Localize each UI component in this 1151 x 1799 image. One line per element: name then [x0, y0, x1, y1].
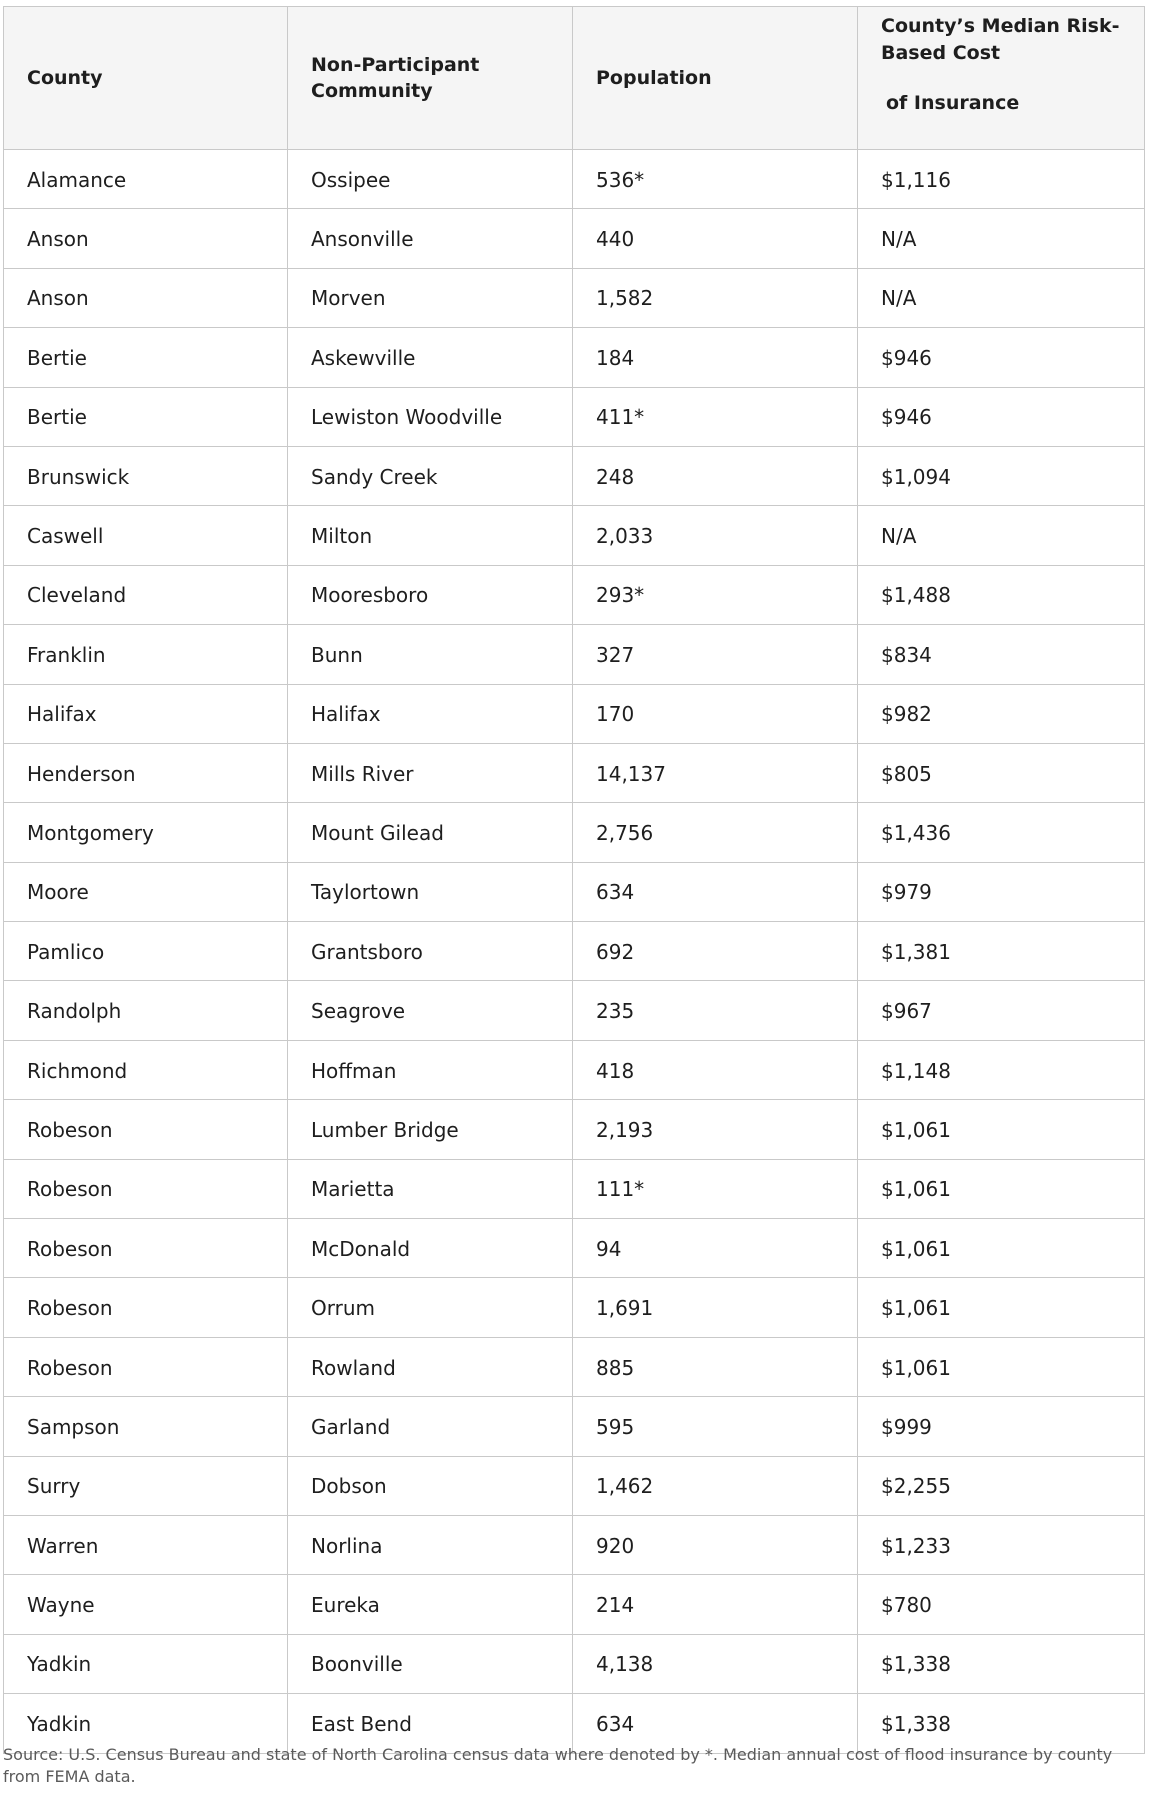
population-cell: 184 [573, 328, 858, 387]
cost-cell: $1,148 [858, 1040, 1145, 1099]
community-cell: Sandy Creek [288, 446, 573, 505]
table-row [4, 565, 1145, 624]
community-cell: Rowland [288, 1337, 573, 1396]
cost-cell: $2,255 [858, 1456, 1145, 1515]
population-cell: 692 [573, 922, 858, 981]
table-row [4, 981, 1145, 1040]
population-cell: 920 [573, 1515, 858, 1574]
county-cell: Bertie [4, 328, 288, 387]
population-cell: 327 [573, 625, 858, 684]
cost-cell: $834 [858, 625, 1145, 684]
table-row [4, 150, 1145, 209]
community-cell: Boonville [288, 1634, 573, 1693]
header-cost-line2: of Insurance [886, 92, 1020, 114]
population-cell: 14,137 [573, 743, 858, 802]
community-cell: Dobson [288, 1456, 573, 1515]
county-cell: Yadkin [4, 1634, 288, 1693]
population-cell: 1,462 [573, 1456, 858, 1515]
county-cell: Bertie [4, 387, 288, 446]
population-cell: 2,033 [573, 506, 858, 565]
table-row [4, 1337, 1145, 1396]
population-cell: 248 [573, 446, 858, 505]
county-cell: Randolph [4, 981, 288, 1040]
county-cell: Robeson [4, 1100, 288, 1159]
table-row [4, 803, 1145, 862]
cost-cell: $982 [858, 684, 1145, 743]
county-cell: Cleveland [4, 565, 288, 624]
header-cost [858, 7, 1145, 150]
population-cell: 1,582 [573, 268, 858, 327]
population-cell: 214 [573, 1575, 858, 1634]
cost-cell: $1,488 [858, 565, 1145, 624]
table-row [4, 1219, 1145, 1278]
population-cell: 536* [573, 150, 858, 209]
population-cell: 4,138 [573, 1634, 858, 1693]
cost-cell: $946 [858, 387, 1145, 446]
table-row [4, 1456, 1145, 1515]
population-cell: 293* [573, 565, 858, 624]
population-cell: 418 [573, 1040, 858, 1099]
county-cell: Sampson [4, 1397, 288, 1456]
source-note: Source: U.S. Census Bureau and state of North Carolina census data where denoted by *. Median annual cost of flood insurance by county from FEMA data. [3, 1745, 1113, 1786]
county-cell: Franklin [4, 625, 288, 684]
cost-cell: $1,116 [858, 150, 1145, 209]
population-cell: 2,756 [573, 803, 858, 862]
header-community: Non-Participant Community [288, 7, 573, 150]
population-cell: 2,193 [573, 1100, 858, 1159]
cost-cell: $999 [858, 1397, 1145, 1456]
community-cell: Ossipee [288, 150, 573, 209]
table-row [4, 1278, 1145, 1337]
table-row [4, 625, 1145, 684]
header-county: County [4, 7, 288, 150]
cost-cell: N/A [858, 209, 1145, 268]
community-cell: Marietta [288, 1159, 573, 1218]
community-cell: East Bend [288, 1694, 573, 1753]
table-row [4, 684, 1145, 743]
county-cell: Robeson [4, 1219, 288, 1278]
community-cell: Milton [288, 506, 573, 565]
county-cell: Montgomery [4, 803, 288, 862]
cost-cell: $1,233 [858, 1515, 1145, 1574]
cost-cell: $1,061 [858, 1337, 1145, 1396]
flood-insurance-table-container [3, 6, 1144, 1754]
county-cell: Yadkin [4, 1694, 288, 1753]
table-row [4, 862, 1145, 921]
community-cell: Mills River [288, 743, 573, 802]
table-row [4, 1634, 1145, 1693]
community-cell: Askewville [288, 328, 573, 387]
county-cell: Anson [4, 268, 288, 327]
county-cell: Surry [4, 1456, 288, 1515]
cost-cell: $780 [858, 1575, 1145, 1634]
cost-cell: $1,436 [858, 803, 1145, 862]
county-cell: Henderson [4, 743, 288, 802]
community-cell: Bunn [288, 625, 573, 684]
population-cell: 411* [573, 387, 858, 446]
community-cell: Orrum [288, 1278, 573, 1337]
community-cell: Eureka [288, 1575, 573, 1634]
county-cell: Alamance [4, 150, 288, 209]
table-row [4, 922, 1145, 981]
cost-cell: $946 [858, 328, 1145, 387]
county-cell: Caswell [4, 506, 288, 565]
community-cell: Norlina [288, 1515, 573, 1574]
cost-cell: N/A [858, 268, 1145, 327]
county-cell: Brunswick [4, 446, 288, 505]
cost-cell: $1,338 [858, 1634, 1145, 1693]
cost-cell: $805 [858, 743, 1145, 802]
community-cell: Halifax [288, 684, 573, 743]
table-row [4, 743, 1145, 802]
cost-cell: $1,338 [858, 1694, 1145, 1753]
population-cell: 885 [573, 1337, 858, 1396]
cost-cell: $1,061 [858, 1100, 1145, 1159]
population-cell: 94 [573, 1219, 858, 1278]
cost-cell: N/A [858, 506, 1145, 565]
table-body [4, 150, 1145, 1754]
table-row [4, 1515, 1145, 1574]
table-row [4, 1159, 1145, 1218]
header-cost-line1: County’s Median Risk-Based Cost [881, 15, 1120, 64]
table-row [4, 446, 1145, 505]
table-row [4, 506, 1145, 565]
county-cell: Robeson [4, 1159, 288, 1218]
community-cell: Mooresboro [288, 565, 573, 624]
county-cell: Pamlico [4, 922, 288, 981]
community-cell: Ansonville [288, 209, 573, 268]
table-header [4, 7, 1145, 150]
community-cell: McDonald [288, 1219, 573, 1278]
population-cell: 440 [573, 209, 858, 268]
table-row [4, 1100, 1145, 1159]
cost-cell: $979 [858, 862, 1145, 921]
population-cell: 634 [573, 1694, 858, 1753]
table-row [4, 1040, 1145, 1099]
community-cell: Lumber Bridge [288, 1100, 573, 1159]
header-population: Population [573, 7, 858, 150]
table-row [4, 387, 1145, 446]
cost-cell: $1,061 [858, 1159, 1145, 1218]
community-cell: Hoffman [288, 1040, 573, 1099]
cost-cell: $1,061 [858, 1278, 1145, 1337]
cost-cell: $1,094 [858, 446, 1145, 505]
table-row [4, 1397, 1145, 1456]
county-cell: Richmond [4, 1040, 288, 1099]
table-row [4, 328, 1145, 387]
community-cell: Seagrove [288, 981, 573, 1040]
county-cell: Warren [4, 1515, 288, 1574]
cost-cell: $967 [858, 981, 1145, 1040]
county-cell: Halifax [4, 684, 288, 743]
population-cell: 595 [573, 1397, 858, 1456]
population-cell: 111* [573, 1159, 858, 1218]
population-cell: 1,691 [573, 1278, 858, 1337]
community-cell: Lewiston Woodville [288, 387, 573, 446]
table-row [4, 209, 1145, 268]
population-cell: 634 [573, 862, 858, 921]
cost-cell: $1,381 [858, 922, 1145, 981]
population-cell: 170 [573, 684, 858, 743]
community-cell: Taylortown [288, 862, 573, 921]
community-cell: Garland [288, 1397, 573, 1456]
population-cell: 235 [573, 981, 858, 1040]
header-row [4, 7, 1145, 150]
county-cell: Robeson [4, 1337, 288, 1396]
county-cell: Moore [4, 862, 288, 921]
table-row [4, 268, 1145, 327]
county-cell: Wayne [4, 1575, 288, 1634]
cost-cell: $1,061 [858, 1219, 1145, 1278]
community-cell: Grantsboro [288, 922, 573, 981]
community-cell: Morven [288, 268, 573, 327]
non-participant-communities-table [3, 6, 1145, 1754]
county-cell: Robeson [4, 1278, 288, 1337]
county-cell: Anson [4, 209, 288, 268]
community-cell: Mount Gilead [288, 803, 573, 862]
table-row [4, 1575, 1145, 1634]
